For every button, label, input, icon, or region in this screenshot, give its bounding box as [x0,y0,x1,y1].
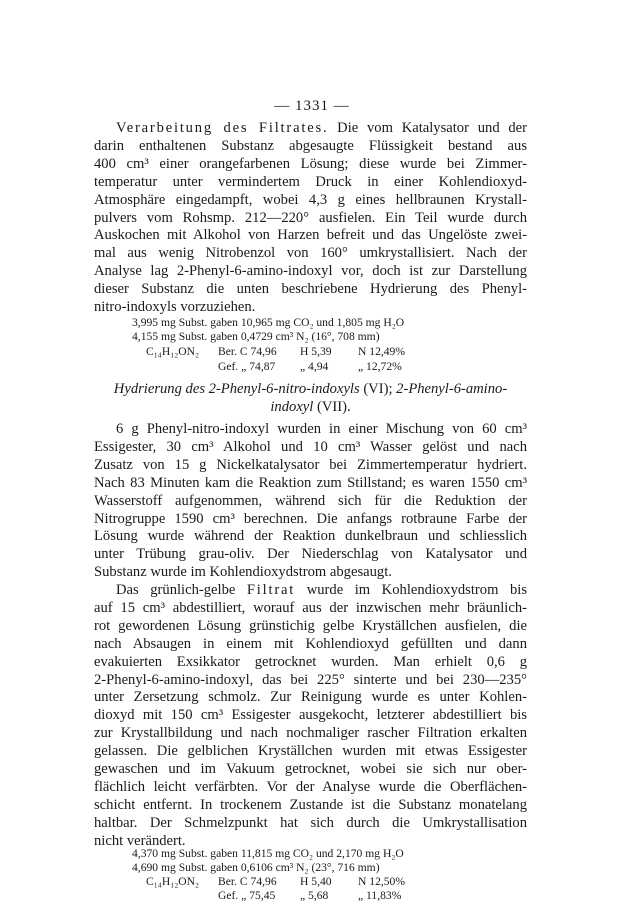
text-line: Nitrogruppe 1590 cm³ berechnen. Die anfangs rotbraune Farbe der [94,510,527,527]
text-line: schicht entfernt. In trockenem Zustande ist die Substanz monatelang [94,796,527,813]
text-line: 400 cm³ einer orangefarbenen Lösung; diese wurde bei Zimmer- [94,155,527,172]
text-line: pulvers vom Rohsmp. 212—220° ausfielen. Ein Teil wurde durch [94,209,527,226]
text-line: rot gewordenen Lösung grünstichig gelbe Kryställchen ausfielen, die [94,617,527,634]
found-n: „ 12,72% [358,360,402,373]
calculated-n: N 12,49% [358,345,406,358]
text-line: Substanz wurde im Kohlendioxydstrom abgesaugt. [94,564,392,581]
text-line: auf 15 cm³ abdestilliert, worauf aus der inzwischen mehr bräunlich- [94,599,527,616]
analysis-line: 4,690 mg Subst. gaben 0,6106 cm³ N₂ (23°, 716 mm) [132,861,380,874]
calculated-n: N 12,50% [358,875,406,888]
analysis-calculated-row [146,875,405,889]
text-line: Wasserstoff aufgenommen, während sich für die Reduktion der [94,492,527,509]
text-line: Essigester, 30 cm³ Alkohol und 10 cm³ Wasser gelöst und nach [94,438,527,455]
text-line: haltbar. Der Schmelzpunkt hat sich durch die Umkrystallisation [94,814,527,831]
paragraph-filtrate-workup [94,582,527,851]
text-line: Verarbeitung des Filtrates. Die vom Katalysator und der [116,120,527,136]
text-line: flächlich leicht verfärbten. Vor der Analyse wurde die Oberflächen- [94,778,527,795]
paragraph-filtrate-processing [94,120,527,317]
text-line: darin enthaltenen Substanz abgesaugte Flüssigkeit bestand aus [94,137,527,154]
text-line: Nach 83 Minuten kam die Reaktion zum Stillstand; es waren 1550 cm³ [94,474,527,491]
analysis-line: 4,155 mg Subst. gaben 0,4729 cm³ N₂ (16°, 708 mm) [132,330,380,343]
found-c: Gef. „ 74,87 [218,360,276,373]
text-line: gelassen. Die gelblichen Kryställchen wurden mit etwas Essigester [94,743,527,760]
text-line: mal aus wenig Nitrobenzol von 160° umkrystallisiert. Nach der [94,245,527,262]
paragraph-hydrogenation [94,421,527,582]
page-number: — 1331 — [274,98,350,114]
text-line: Lösung wurde während der Reaktion dunkelbraun und schliesslich [94,528,527,545]
analysis-line: 4,370 mg Subst. gaben 11,815 mg CO₂ und 2,170 mg H₂O [132,847,404,860]
analysis-found-row [218,889,401,903]
text-line: unter Zersetzung schmolz. Zur Reinigung wurde es unter Kohlen- [94,689,527,706]
text-line: zur Krystallbildung und nach nochmaliger rascher Filtration erkalten [94,725,527,742]
analysis-found-row [218,360,402,374]
section-heading: Hydrierung des 2-Phenyl-6-nitro-indoxyls (VI); 2-Phenyl-6-amino- indoxyl (VII). [113,381,508,415]
calculated-c: Ber. C 74,96 [218,875,277,888]
found-h: „ 4,94 [300,360,329,373]
molecular-formula: C₁₄H₁₂ON₂ [146,875,200,888]
text-line: dioxyd mit 150 cm³ Essigester ausgekocht, letzterer abdestilliert bis [94,707,527,724]
calculated-h: H 5,39 [300,345,332,358]
text-line: Auskochen mit Alkohol von Harzen befreit und das Ungelöste zwei- [94,227,527,244]
text-line: 2-Phenyl-6-amino-indoxyl, das bei 225° sinterte und bei 230—235° [94,671,527,688]
analysis-line: 3,995 mg Subst. gaben 10,965 mg CO₂ und 1,805 mg H₂O [132,316,405,329]
found-c: Gef. „ 75,45 [218,889,276,902]
text-line: 6 g Phenyl-nitro-indoxyl wurden in einer Mischung von 60 cm³ [116,421,527,437]
text-line: nicht verändert. [94,832,186,849]
text-line: nach Absaugen in einem mit Kohlendioxyd gefüllten und dann [94,635,527,652]
text-line: temperatur unter vermindertem Druck in einer Kohlendioxyd- [94,173,527,190]
text-line: Das grünlich-gelbe Filtrat wurde im Kohlendioxydstrom bis [116,582,527,598]
calculated-c: Ber. C 74,96 [218,345,277,358]
analysis-calculated-row [146,345,405,359]
spaced-term: Filtrat [246,582,296,598]
text-line: dieser Substanz die unten beschriebene Hydrierung des Phenyl- [94,281,527,298]
found-n: „ 11,83% [358,889,402,902]
section-lead: Verarbeitung des Filtrates. [116,120,329,136]
text-line: gewaschen und im Vakuum getrocknet, wobei sie sich nur ober- [94,761,527,778]
text-line: Zusatz von 15 g Nickelkatalysator bei Zimmertemperatur hydriert. [94,456,527,473]
found-h: „ 5,68 [300,889,329,902]
molecular-formula: C₁₄H₁₂ON₂ [146,345,200,358]
calculated-h: H 5,40 [300,875,332,888]
text-line: Analyse lag 2-Phenyl-6-amino-indoxyl vor, doch ist zur Darstellung [94,263,527,280]
text-line: nitro-indoxyls vorzuziehen. [94,299,256,316]
text-line: unter Trübung grau-oliv. Der Niederschlag von Katalysator und [94,546,527,563]
text-line: evakuierten Exsikkator getrocknet wurden. Man erhielt 0,6 g [94,653,527,670]
text-line: Atmosphäre eingedampft, wobei 4,3 g eines hellbraunen Krystall- [94,191,527,208]
